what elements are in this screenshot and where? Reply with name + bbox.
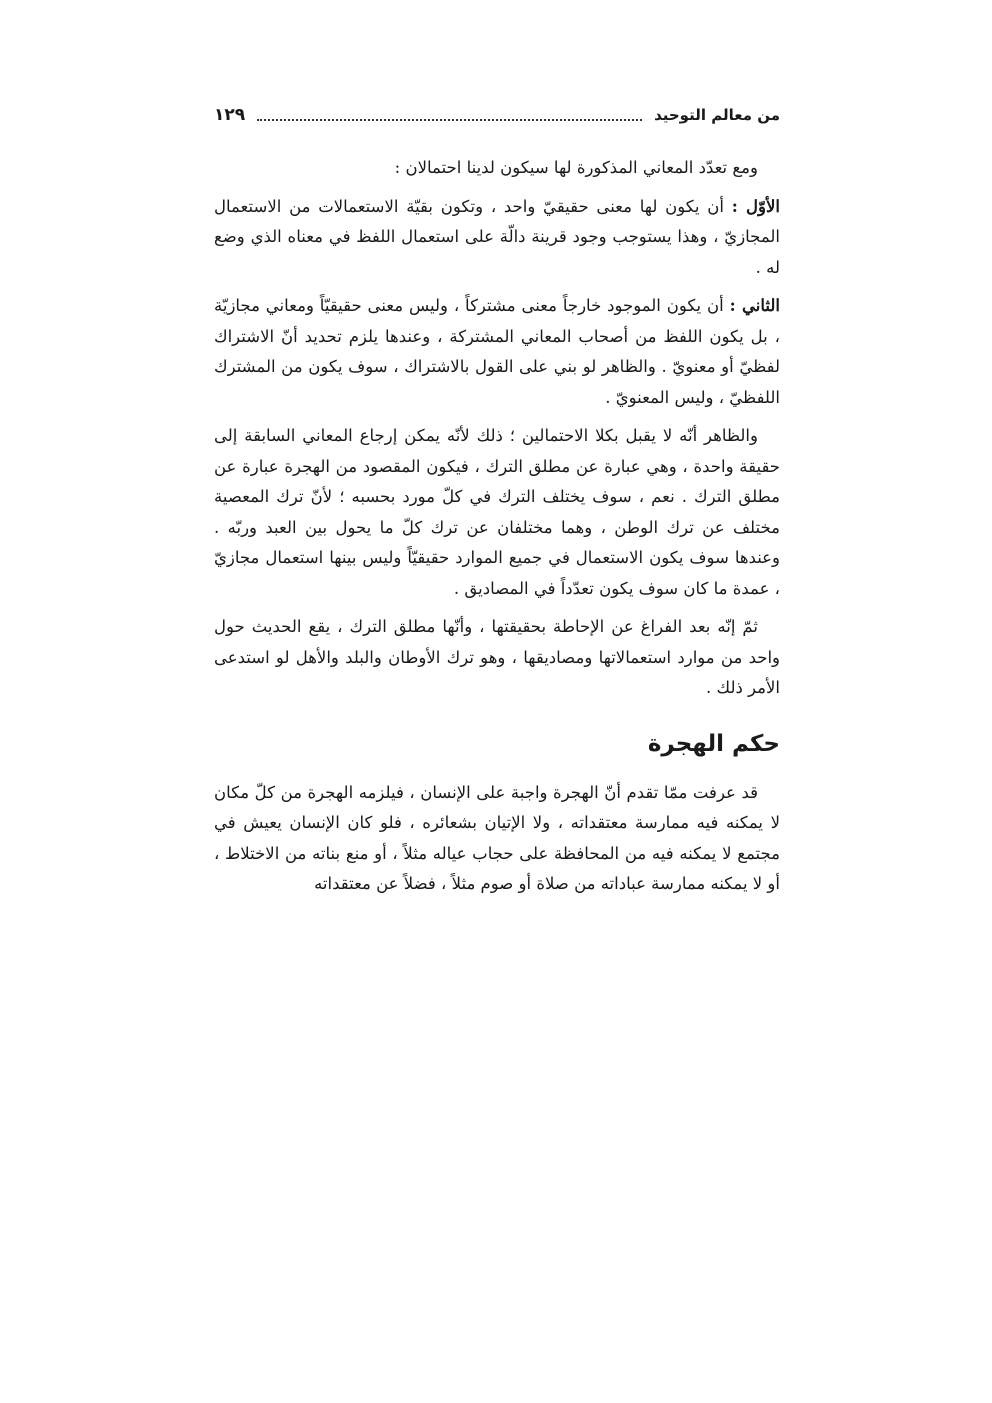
paragraph-text: والظاهر أنّه لا يقبل بكلا الاحتمالين ؛ ذلك لأنّه يمكن إرجاع المعاني السابقة إلى حقيقة واحدة ، وهي عبارة عن مطلق الترك ، فيكون المقصود من الهجرة عبارة عن مطلق الترك . نعم ، سوف يختلف الترك في كلّ مورد بحسبه ؛ لأنّ ترك المعصية مختلف عن ترك الوطن ، وهما مختلفان عن ترك كلّ ما يحول بين العبد وربّه . وعندها سوف يكون الاستعمال في جميع الموارد حقيقيّاً وليس بينها استعمال مجازيّ ، عمدة ما كان سوف يكون تعدّداً في المصاديق .	[214, 426, 780, 598]
paragraph-intro	[214, 153, 780, 184]
page-header	[214, 100, 780, 130]
paragraph-conclusion	[214, 421, 780, 604]
paragraph-first-possibility	[214, 192, 780, 284]
page-number: ١٢٩	[214, 105, 246, 125]
paragraph-text: ثمّ إنّه بعد الفراغ عن الإحاطة بحقيقتها ، وأنّها مطلق الترك ، يقع الحديث حول واحد من موارد استعمالاتها ومصاديقها ، وهو ترك الأوطان والبلد والأهل لو استدعى الأمر ذلك .	[214, 617, 780, 697]
section-heading: حكم الهجرة	[647, 730, 780, 757]
paragraph-section-body	[214, 778, 780, 900]
running-title: من معالم التوحيد	[654, 106, 780, 124]
paragraph-label: الثاني :	[729, 296, 780, 315]
paragraph-second-possibility	[214, 291, 780, 413]
paragraph-text: قد عرفت ممّا تقدم أنّ الهجرة واجبة على الإنسان ، فيلزمه الهجرة من كلّ مكان لا يمكنه فيه ممارسة معتقداته ، ولا الإتيان بشعائره ، فلو كان الإنسان يعيش في مجتمع لا يمكنه فيه من المحافظة على حجاب عياله مثلاً ، أو منع بناته من الاختلاط ، أو لا يمكنه ممارسة عباداته من صلاة أو صوم مثلاً ، فضلاً عن معتقداته	[214, 782, 780, 893]
paragraph-text: ومع تعدّد المعاني المذكورة لها سيكون لدينا احتمالان :	[394, 158, 758, 177]
paragraph-transition	[214, 612, 780, 704]
dotted-leader	[257, 119, 642, 121]
paragraph-text: أن يكون لها معنى حقيقيّ واحد ، وتكون بقيّة الاستعمالات من الاستعمال المجازيّ ، وهذا يستوجب وجود قرينة دالّة على استعمال اللفظ في معناه الذي وضع له .	[214, 196, 780, 277]
page-body	[214, 153, 780, 908]
paragraph-text: أن يكون الموجود خارجاً معنى مشتركاً ، وليس معنى حقيقيّاً ومعاني مجازيّة ، بل يكون اللفظ من أصحاب المعاني المشتركة ، وعندها يلزم تحديد أنّ الاشتراك لفظيّ أو معنويّ . والظاهر لو بني على القول بالاشتراك ، سوف يكون من المشترك اللفظيّ ، وليس المعنويّ .	[214, 296, 780, 407]
paragraph-label: الأوّل :	[731, 196, 780, 216]
